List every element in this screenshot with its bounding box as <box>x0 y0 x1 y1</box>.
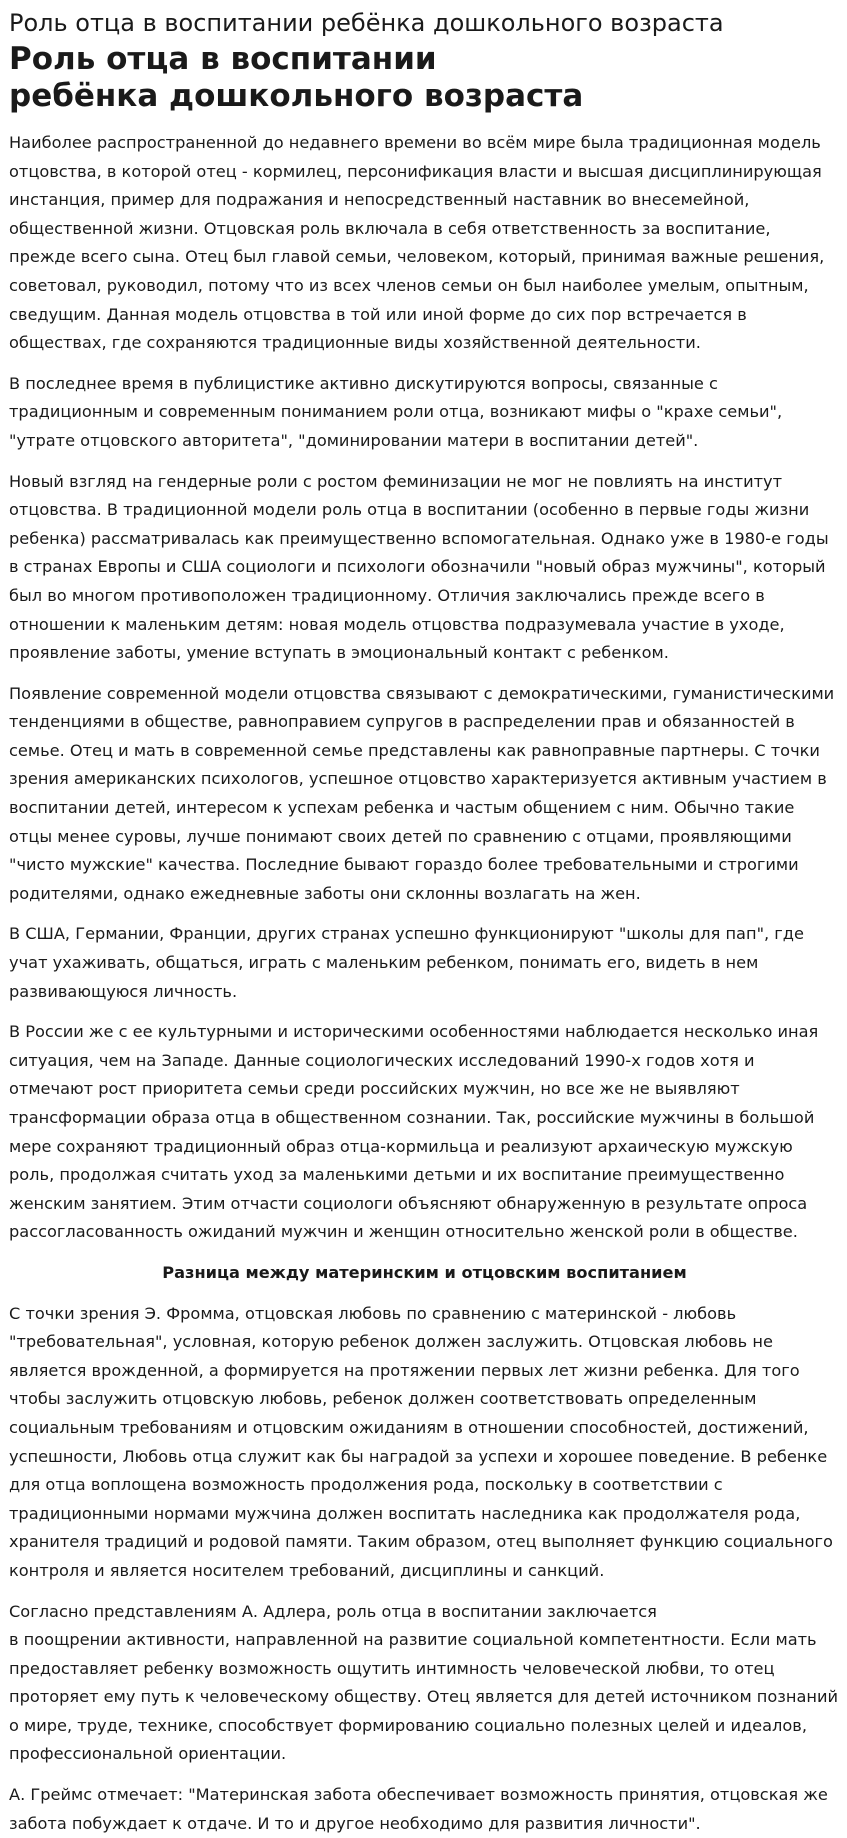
paragraph: Согласно представлениям А. Адлера, роль отца в воспитании заключается в поощрении активности, направленной на развитие социальной компетентности. Если мать предоставляет ребенку возможность ощутить интимность человеческой любви, то отец проторяет ему путь к человеческому обществу. Отец является для детей источником познаний о мире, труде, технике, способствует формированию социально полезных целей и идеалов, профессиональной ориентации. <box>9 1601 839 1764</box>
paragraph: В России же с ее культурными и историческими особенностями наблюдается несколько иная ситуация, чем на Западе. Данные социологических исследований 1990-х годов хотя и отмечают рост приоритета семьи среди российских мужчин, но все же не выявляют трансформации образа отца в общественном сознании. Так, российские мужчины в большой мере сохраняют традиционный образ отца-кормильца и реализуют архаическую мужскую роль, продолжая считать уход за маленькими детьми и их воспитание преимущественно женским занятием. Этим отчасти социологи объясняют обнаруженную в результате опроса рассогласованность ожиданий мужчин и женщин относительно женской роли в обществе. <box>9 1022 819 1242</box>
paragraph: В последнее время в публицистике активно дискутируются вопросы, связанные с традиционным и современным пониманием роли отца, возникают мифы о "крахе семьи", "утрате отцовского авторитета", "доминировании матери в воспитании детей". <box>9 373 783 450</box>
paragraph: Появление современной модели отцовства связывают с демократическими, гуманистическими тенденциями в обществе, равноправием супругов в распределении прав и обязанностей в семье. Отец и мать в современной семье представлены как равноправные партнеры. С точки зрения американских психологов, успешное отцовство характеризуется активным участием в воспитании детей, интересом к успехам ребенка и частым общением с ним. Обычно такие отцы менее суровы, лучше понимают своих детей по сравнению с отцами, проявляющими "чисто мужские" качества. Последние бывают гораздо более требовательными и строгими родителями, однако ежедневные заботы они склонны возлагать на жен. <box>9 683 835 903</box>
article-title: Роль отца в воспитании ребёнка дошкольного возраста <box>9 41 584 114</box>
paragraph: В США, Германии, Франции, других странах успешно функционируют "школы для пап", где учат ухаживать, общаться, играть с маленьким ребенком, понимать его, видеть в нем развивающуюся личность. <box>9 924 804 1001</box>
page-title: Роль отца в воспитании ребёнка дошкольного возраста <box>9 9 724 37</box>
section-heading: Разница между материнским и отцовским воспитанием <box>162 1262 687 1282</box>
article-body <box>9 129 840 1838</box>
paragraph: С точки зрения Э. Фромма, отцовская любовь по сравнению с материнской - любовь "требовательная", условная, которую ребенок должен заслужить. Отцовская любовь не является врожденной, а формируется на протяжении первых лет жизни ребенка. Для того чтобы заслужить отцовскую любовь, ребенок должен соответствовать определенным социальным требованиям и отцовским ожиданиям в отношении способностей, достижений, успешности, Любовь отца служит как бы наградой за успехи и хорошее поведение. В ребенке для отца воплощена возможность продолжения рода, поскольку в соответствии с традиционными нормами мужчина должен воспитать наследника как продолжателя рода, хранителя традиций и родовой памяти. Таким образом, отец выполняет функцию социального контроля и является носителем требований, дисциплины и санкций. <box>9 1303 833 1580</box>
paragraph: Новый взгляд на гендерные роли с ростом феминизации не мог не повлиять на институт отцовства. В традиционной модели роль отца в воспитании (особенно в первые годы жизни ребенка) рассматривалась как преимущественно вспомогательная. Однако уже в 1980-е годы в странах Европы и США социологи и психологи обозначили "новый образ мужчины", который был во многом противоположен традиционному. Отличия заключались прежде всего в отношении к маленьким детям: новая модель отцовства подразумевала участие в уходе, проявление заботы, умение вступать в эмоциональный контакт с ребенком. <box>9 471 829 663</box>
paragraph: Наиболее распространенной до недавнего времени во всём мире была традиционная модель отцовства, в которой отец - кормилец, персонификация власти и высшая дисциплинирующая инстанция, пример для подражания и непосредственный наставник во внесемейной, общественной жизни. Отцовская роль включала в себя ответственность за воспитание, прежде всего сына. Отец был главой семьи, человеком, который, принимая важные решения, советовал, руководил, потому что из всех членов семьи он был наиболее умелым, опытным, сведущим. Данная модель отцовства в той или иной форме до сих пор встречается в обществах, где сохраняются традиционные виды хозяйственной деятельности. <box>9 133 825 353</box>
paragraph: А. Греймс отмечает: "Материнская забота обеспечивает возможность принятия, отцовская же забота побуждает к отдаче. И то и другое необходимо для развития личности". <box>9 1785 828 1833</box>
